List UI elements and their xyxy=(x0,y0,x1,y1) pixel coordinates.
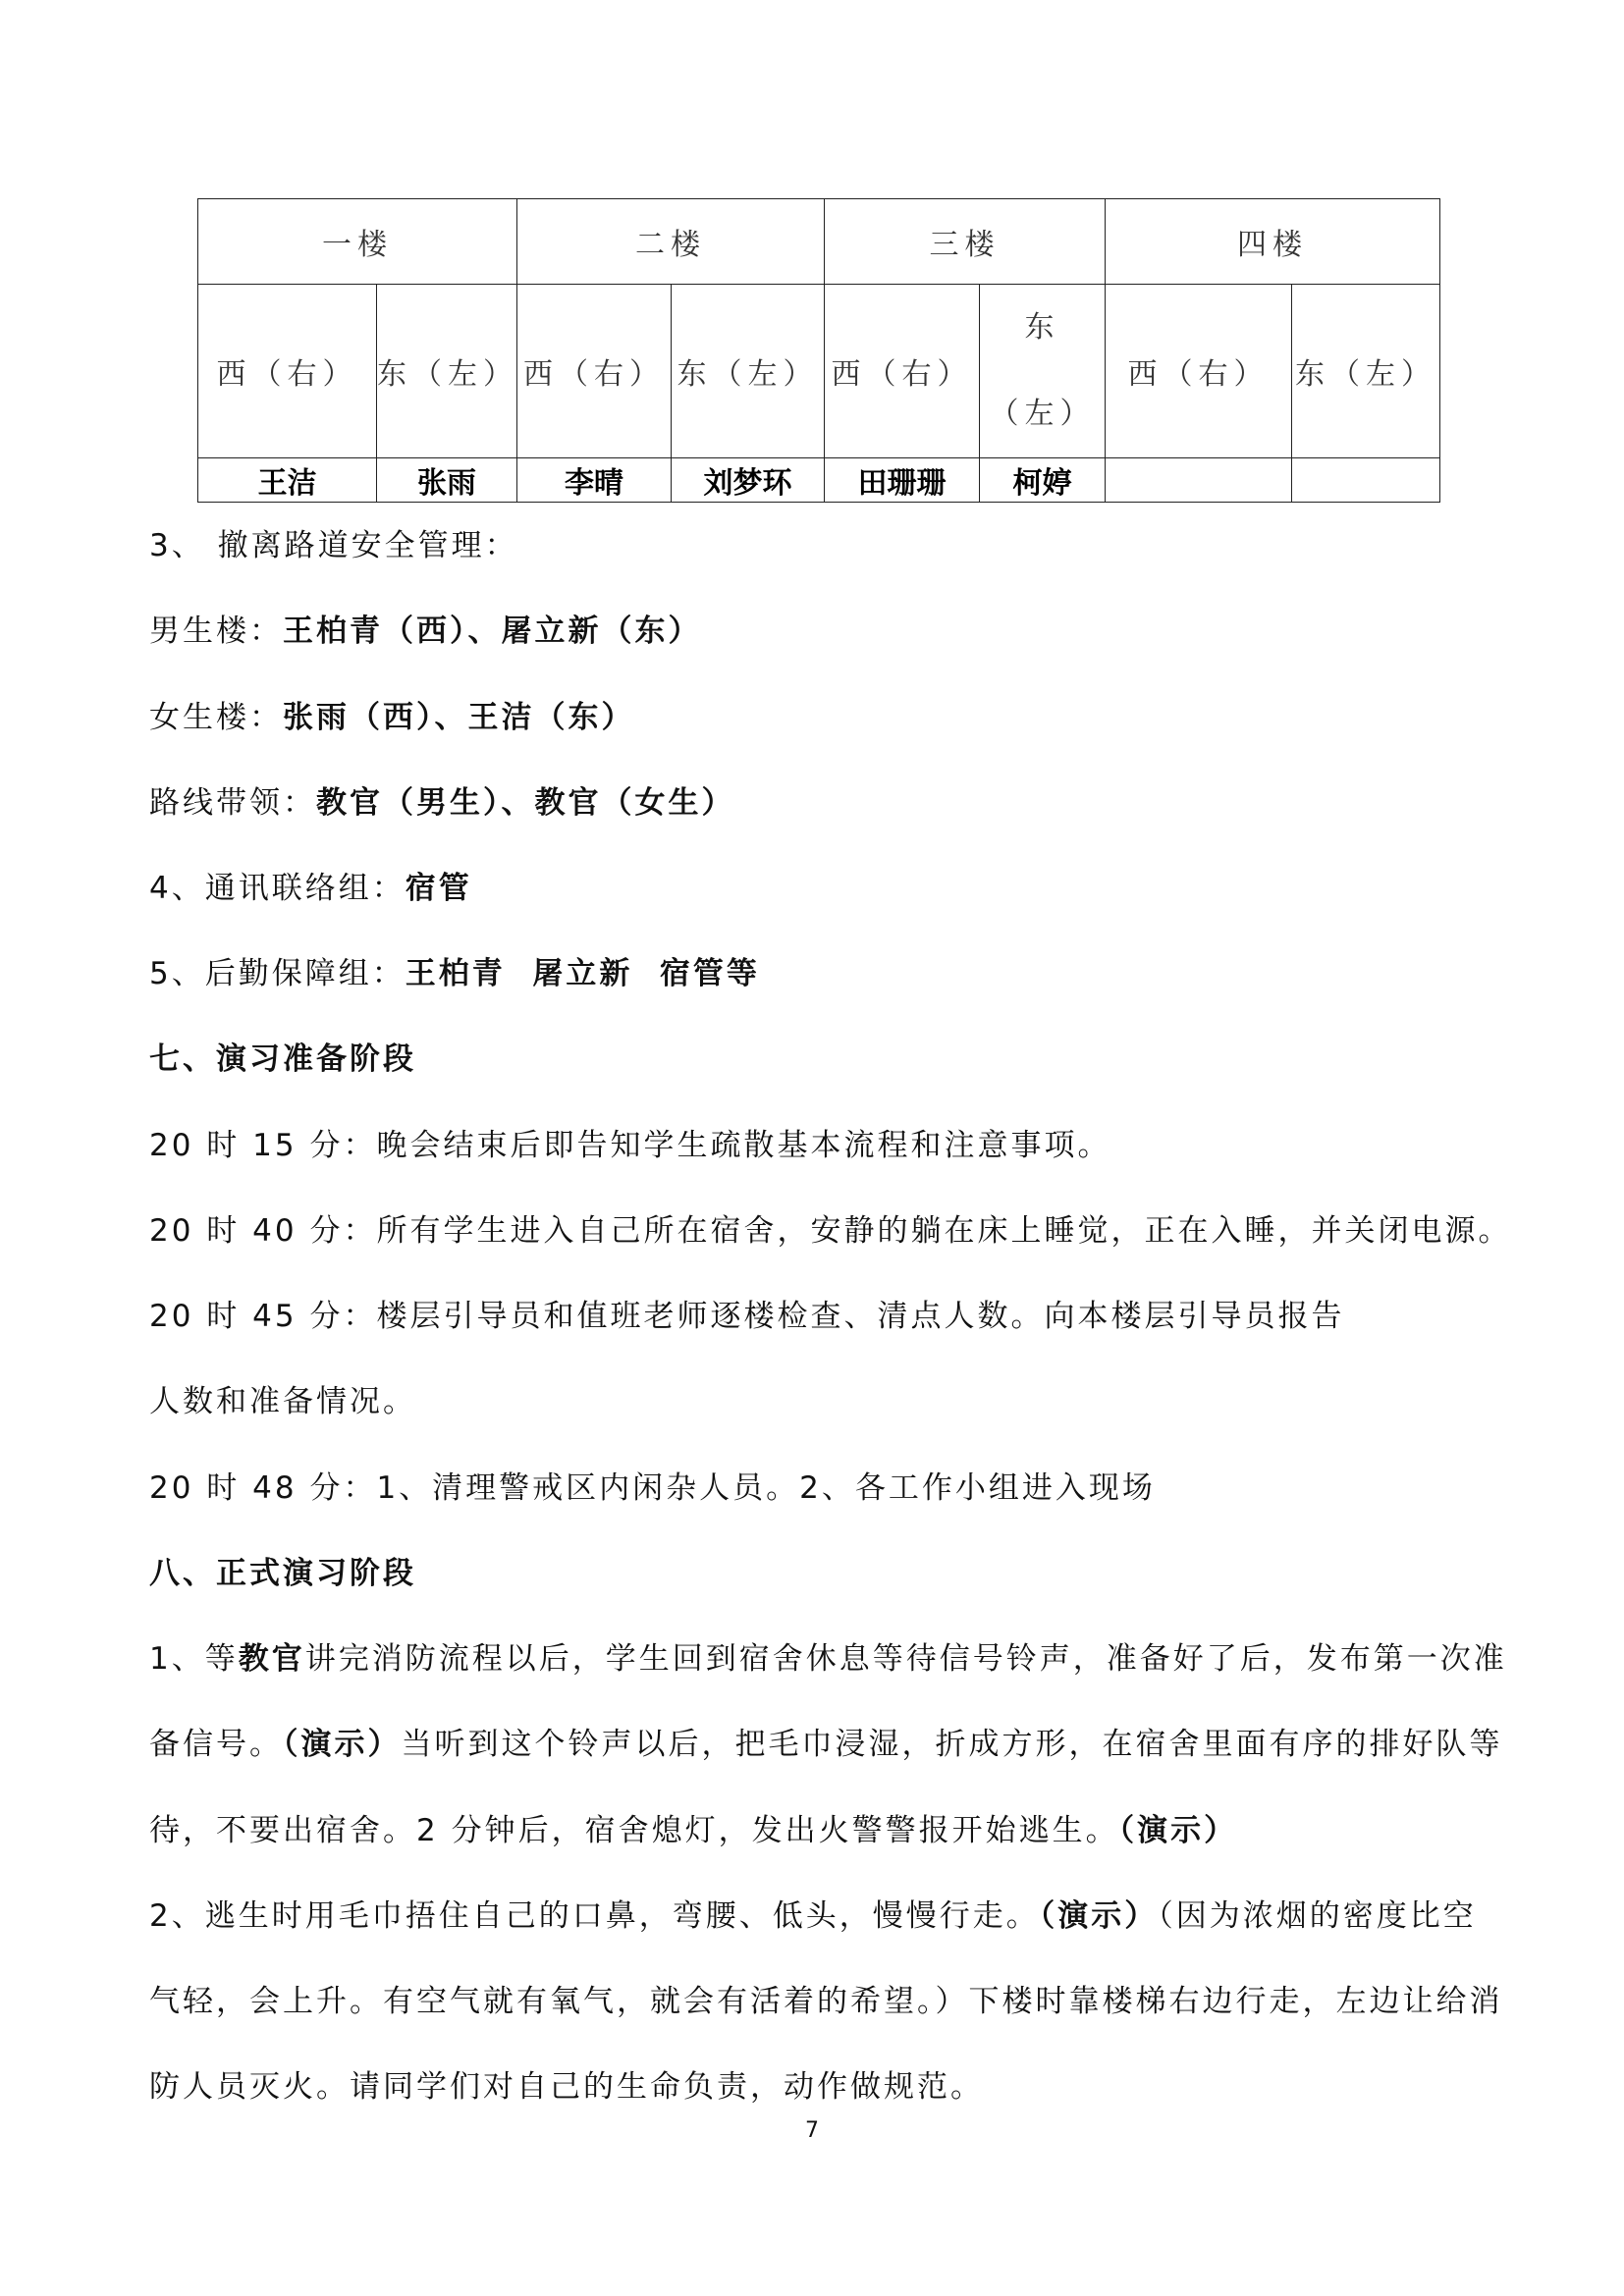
paragraph-2-line: 气轻，会上升。有空气就有氧气，就会有活着的希望。）下楼时靠楼梯右边行走，左边让给消 xyxy=(149,1984,1503,2019)
floor-header: 一楼 xyxy=(198,199,517,285)
text-run: 1、等 xyxy=(149,1641,239,1677)
side-cell: 东（左） xyxy=(377,285,517,458)
evacuation-heading: 3、 撤离路道安全管理： xyxy=(149,528,518,563)
side-cell-line: （左） xyxy=(989,397,1096,431)
side-cell-stacked xyxy=(980,285,1106,458)
text-run: （因为浓烟的密度比空 xyxy=(1158,1898,1477,1934)
name-cell: 张雨 xyxy=(377,458,517,503)
name-cell: 柯婷 xyxy=(980,458,1106,503)
name-row xyxy=(198,458,1440,503)
text-run-bold: （演示） xyxy=(283,1727,402,1762)
text-run: 待，不要出宿舍。2 分钟后，宿舍熄灯，发出火警警报开始逃生。 xyxy=(149,1813,1119,1848)
section-8-title: 八、正式演习阶段 xyxy=(149,1556,416,1591)
female-dorm-label: 女生楼： xyxy=(149,700,283,735)
text-run-bold: （演示） xyxy=(1039,1898,1159,1934)
name-cell: 田珊珊 xyxy=(825,458,980,503)
text-run-bold: 教官 xyxy=(238,1641,305,1677)
logistics-group-value: 王柏青 屠立新 宿管等 xyxy=(405,956,760,991)
side-cell: 东（左） xyxy=(1292,285,1440,458)
side-cell: 西（右） xyxy=(198,285,377,458)
comm-group-label: 4、通讯联络组： xyxy=(149,871,406,906)
side-cell: 西（右） xyxy=(1106,285,1292,458)
side-row xyxy=(198,285,1440,458)
side-cell: 西（右） xyxy=(825,285,980,458)
comm-group-line xyxy=(149,869,472,908)
logistics-group-line xyxy=(149,954,760,993)
schedule-line: 人数和准备情况。 xyxy=(149,1384,416,1419)
text-run: 讲完消防流程以后，学生回到宿舍休息等待信号铃声，准备好了后，发布第一次准 xyxy=(304,1641,1507,1677)
side-cell: 东（左） xyxy=(672,285,825,458)
schedule-line: 20 时 40 分：所有学生进入自己所在宿舍，安静的躺在床上睡觉，正在入睡，并关闭电源。 xyxy=(149,1213,1512,1249)
paragraph-1-line xyxy=(149,1639,1507,1679)
name-cell xyxy=(1106,458,1292,503)
male-dorm-label: 男生楼： xyxy=(149,614,283,649)
schedule-line: 20 时 45 分：楼层引导员和值班老师逐楼检查、清点人数。向本楼层引导员报告 xyxy=(149,1299,1345,1334)
male-dorm-line xyxy=(149,612,702,651)
paragraph-1-line xyxy=(149,1725,1503,1764)
text-run-bold: （演示） xyxy=(1118,1813,1238,1848)
schedule-line: 20 时 15 分：晚会结束后即告知学生疏散基本流程和注意事项。 xyxy=(149,1128,1111,1163)
paragraph-2-line: 防人员灭火。请同学们对自己的生命负责，动作做规范。 xyxy=(149,2069,984,2105)
floor-header: 二楼 xyxy=(517,199,825,285)
floor-header: 三楼 xyxy=(825,199,1106,285)
logistics-group-label: 5、后勤保障组： xyxy=(149,956,406,991)
floor-header: 四楼 xyxy=(1106,199,1440,285)
paragraph-1-line xyxy=(149,1811,1237,1850)
text-run: 2、逃生时用毛巾捂住自己的口鼻，弯腰、低头，慢慢行走。 xyxy=(149,1898,1040,1934)
name-cell xyxy=(1292,458,1440,503)
name-cell: 王洁 xyxy=(198,458,377,503)
route-leader-label: 路线带领： xyxy=(149,785,316,821)
side-cell: 西（右） xyxy=(517,285,672,458)
route-leader-value: 教官（男生）、教官（女生） xyxy=(316,785,735,821)
floor-guide-table xyxy=(197,198,1440,503)
section-7-title: 七、演习准备阶段 xyxy=(149,1041,416,1077)
floor-header-row xyxy=(198,199,1440,285)
female-dorm-line xyxy=(149,698,635,737)
route-leader-line xyxy=(149,783,735,823)
female-dorm-value: 张雨（西）、王洁（东） xyxy=(283,700,635,735)
male-dorm-value: 王柏青（西）、屠立新（东） xyxy=(283,614,702,649)
text-run: 备信号。 xyxy=(149,1727,283,1762)
comm-group-value: 宿管 xyxy=(405,871,472,906)
schedule-line: 20 时 48 分：1、清理警戒区内闲杂人员。2、各工作小组进入现场 xyxy=(149,1470,1156,1506)
name-cell: 刘梦环 xyxy=(672,458,825,503)
side-cell-line: 东 xyxy=(1024,310,1060,345)
name-cell: 李晴 xyxy=(517,458,672,503)
paragraph-2-line xyxy=(149,1896,1477,1936)
page-number: 7 xyxy=(805,2118,819,2143)
text-run: 当听到这个铃声以后，把毛巾浸湿，折成方形，在宿舍里面有序的排好队等 xyxy=(401,1727,1503,1762)
